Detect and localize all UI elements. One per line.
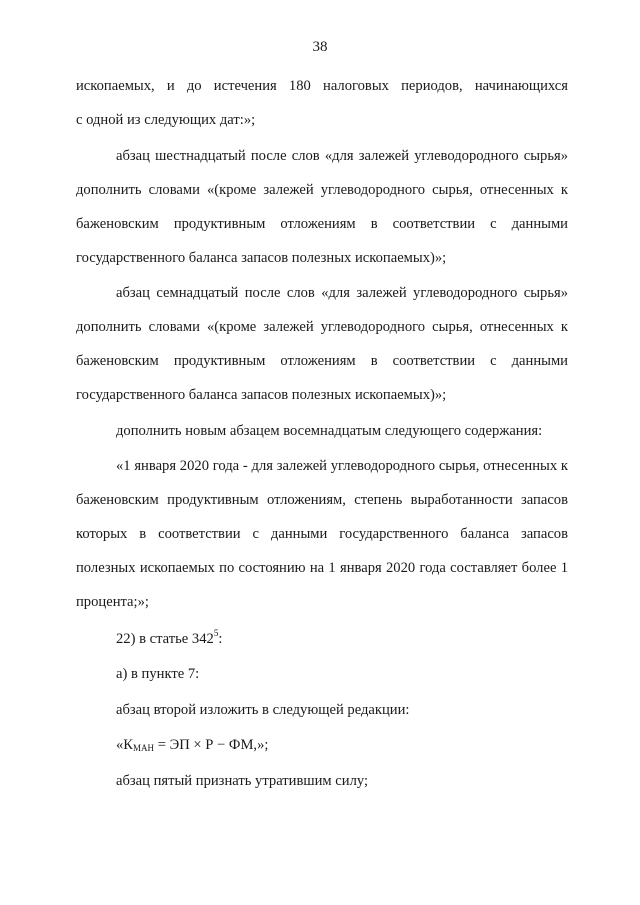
item-22 (76, 622, 568, 656)
paragraph-abzac-17: абзац семнадцатый после слов «для залежей углеводородного сырья» дополнить словами «(кроме залежей углеводородного сырья, отнесенных к баженовским продуктивным отложениям в соответствии с данными государственного баланса запасов полезных ископаемых)»; (76, 285, 568, 403)
paragraph-quote-2020: «1 января 2020 года - для залежей углеводородного сырья, отнесенных к баженовским продуктивным отложениям, степень выработанности запасов которых в соответствии с данными государственного баланса запасов полезных ископаемых по состоянию на 1 января 2020 года составляет более 1 процента;»; (76, 458, 568, 610)
item-a: а) в пункте 7: (116, 666, 200, 682)
paragraph-new-abzac-18: дополнить новым абзацем восемнадцатым следующего содержания: (116, 423, 543, 439)
formula-rest: = ЭП × Р − ФМ,»; (154, 737, 269, 753)
paragraph-abzac-16: абзац шестнадцатый после слов «для залежей углеводородного сырья» дополнить словами «(кроме залежей углеводородного сырья, отнесенных к баженовским продуктивным отложениям в соответствии с данными государственного баланса запасов полезных ископаемых)»; (76, 148, 568, 266)
paragraph-line: с одной из следующих дат:»; (76, 112, 256, 128)
paragraph-line: ископаемых, и до истечения 180 налоговых периодов, начинающихся (76, 78, 568, 94)
formula-kman (76, 728, 568, 765)
paragraph-abzac-2-edit: абзац второй изложить в следующей редакции: (116, 702, 410, 718)
page-number: 38 (312, 39, 328, 55)
item-22-colon: : (218, 631, 223, 647)
item-22-text: 22) в статье 342 (116, 631, 214, 647)
paragraph-continuation (76, 69, 568, 137)
paragraph-abzac-5-void: абзац пятый признать утратившим силу; (116, 773, 369, 789)
formula-start: «К (116, 737, 134, 753)
formula-subscript: МАН (133, 743, 155, 753)
article-superscript: 5 (213, 628, 219, 638)
